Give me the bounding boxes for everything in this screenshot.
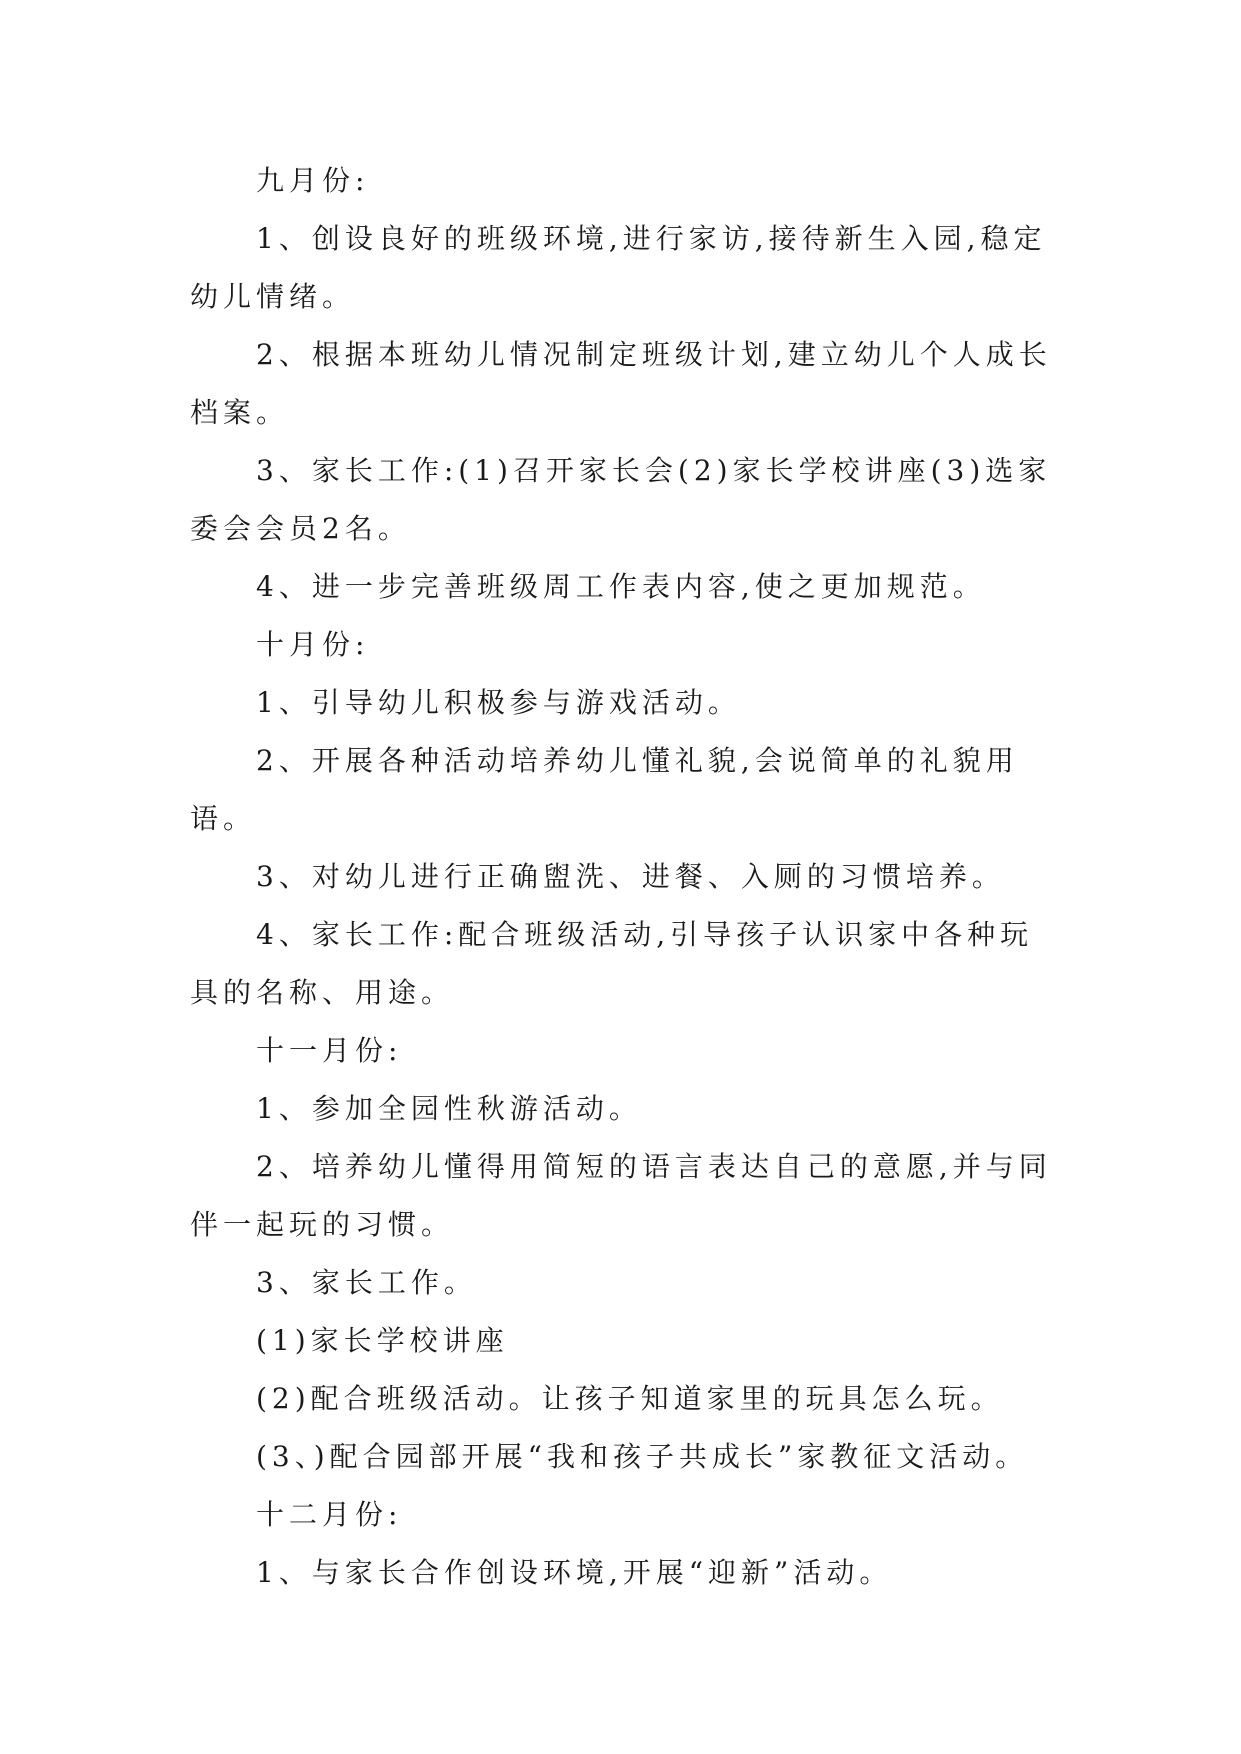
paragraph: 3、对幼儿进行正确盥洗、进餐、入厕的习惯培养。: [256, 860, 1005, 893]
paragraph: (3、)配合园部开展“我和孩子共成长”家教征文活动。: [256, 1440, 1029, 1473]
paragraph: 1、参加全园性秋游活动。: [256, 1092, 642, 1125]
paragraph: 2、开展各种活动培养幼儿懂礼貌,会说简单的礼貌用语。: [190, 744, 1019, 835]
paragraph: 2、根据本班幼儿情况制定班级计划,建立幼儿个人成长档案。: [190, 338, 1052, 429]
section-heading-october: 十月份:: [256, 628, 370, 661]
paragraph: 1、引导幼儿积极参与游戏活动。: [256, 686, 741, 719]
paragraph: (2)配合班级活动。让孩子知道家里的玩具怎么玩。: [256, 1382, 1004, 1415]
paragraph: 4、家长工作:配合班级活动,引导孩子认识家中各种玩具的名称、用途。: [190, 918, 1034, 1009]
paragraph: 2、培养幼儿懂得用简短的语言表达自己的意愿,并与同伴一起玩的习惯。: [190, 1150, 1052, 1241]
document-body: [190, 152, 1060, 1602]
paragraph: (1)家长学校讲座: [256, 1324, 509, 1357]
section-heading-september: 九月份:: [256, 164, 370, 197]
paragraph: 3、家长工作。: [256, 1266, 477, 1299]
section-heading-december: 十二月份:: [256, 1498, 403, 1531]
paragraph: 1、创设良好的班级环境,进行家访,接待新生入园,稳定幼儿情绪。: [190, 222, 1047, 313]
paragraph: 3、家长工作:(1)召开家长会(2)家长学校讲座(3)选家委会会员2名。: [190, 454, 1052, 545]
section-heading-november: 十一月份:: [256, 1034, 403, 1067]
paragraph: 4、进一步完善班级周工作表内容,使之更加规范。: [256, 570, 986, 603]
paragraph: 1、与家长合作创设环境,开展“迎新”活动。: [256, 1556, 893, 1589]
